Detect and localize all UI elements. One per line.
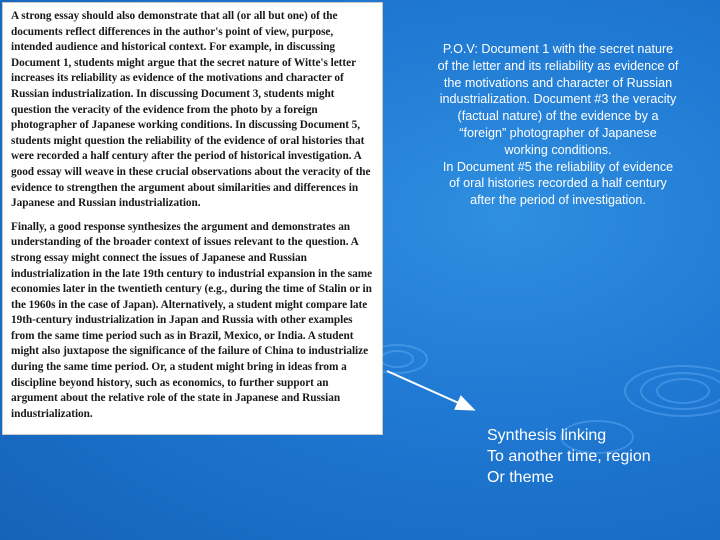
pov-annotation-text: P.O.V: Document 1 with the secret nature of the letter and its reliability as evidence of the motivations and character of Russian industrialization. Document #3 the veracity (factual nature) of the evidence by a “foreign” photographer of Japanese working conditions.	[437, 42, 679, 157]
rubric-document-panel	[2, 2, 383, 435]
rubric-paragraph-synthesis: Finally, a good response synthesizes the argument and demonstrates an understanding of the broader context of issues relevant to the question. A strong essay might connect the issues of Japanese and Russian industrialization in the late 19th century to industrial expansion in the same economies later in the twentieth century (e.g., during the time of Stalin or in the 1960s in the case of Japan). Alternatively, a student might compare late 19th-century industrialization in Japan and Russia with other examples from the same time period such as in Brazil, Mexico, or India. A student might also juxtapose the significance of the failure of China to industrialize during the same time period. Or, a student might bring in ideas from a discipline beyond history, such as economics, to further support an argument about the relative role of the state in Japanese and Russian industrialization.	[11, 220, 373, 420]
synthesis-line: To another time, region	[487, 448, 651, 465]
water-ripple-decoration	[624, 365, 720, 417]
synthesis-annotation	[487, 425, 707, 488]
synthesis-line: Synthesis linking	[487, 427, 607, 444]
arrow-line	[387, 371, 472, 409]
synthesis-line: Or theme	[487, 469, 554, 486]
rubric-paragraph-pov: A strong essay should also demonstrate that all (or all but one) of the documents reflect differences in the author's point of view, purpose, intended audience and historical context. For example, in discussing Document 1, students might argue that the secret nature of Witte's letter increases its reliability as evidence of the motivations and character of Russian industrialization. In discussing Document 3, students might question the veracity of the evidence from the photo by a foreign photographer of Japanese working conditions. In discussing Document 5, students might question the reliability of the evidence of oral histories that were recorded a half century after the period of historical investigation. A good essay will weave in these crucial observations about the veracity of the evidence to strengthen the argument about similarities and differences in Japanese and Russian industrialization.	[11, 10, 371, 210]
pov-annotation	[436, 41, 680, 209]
pov-annotation-text-doc5: In Document #5 the reliability of evidence of oral histories recorded a half century after the period of investigation.	[442, 159, 674, 208]
